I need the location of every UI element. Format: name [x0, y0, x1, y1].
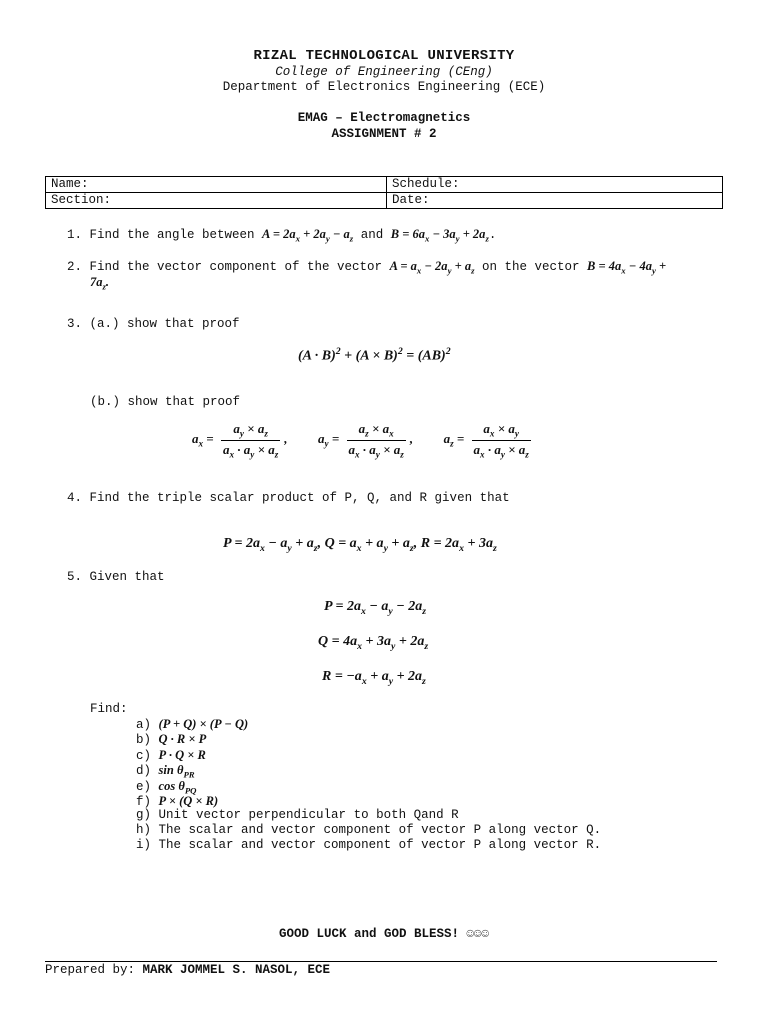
name-field[interactable]: Name:	[46, 177, 387, 193]
problem-4: 4. Find the triple scalar product of P, Q, and R given that	[67, 491, 510, 505]
vector-a2-expression: $A = a_x - 2a_y + a_z$	[389, 259, 475, 276]
department-name: Department of Electronics Engineering (ECE)	[222, 80, 546, 94]
equation-4: $P = 2a_x - a_y + a_z$, $Q = a_x + a_y + a_z$, $R = 2a_x + 3a_z$	[223, 536, 497, 554]
find-item-g: g) Unit vector perpendicular to both Qand R	[136, 808, 459, 822]
university-name: RIZAL TECHNOLOGICAL UNIVERSITY	[253, 48, 515, 64]
equation-p: $P = 2a_x - a_y - 2a_z$	[324, 599, 427, 617]
find-item-f: f) P × (Q × R)	[136, 794, 219, 809]
vector-b-expression: $B = 6a_x - 3a_y + 2a_z$	[390, 227, 489, 244]
author-name: MARK JOMMEL S. NASOL, ECE	[142, 963, 331, 977]
find-item-d: d) $\sin \theta_{PR}$	[136, 763, 195, 780]
find-item-i: i) The scalar and vector component of vector P along vector R.	[136, 838, 602, 852]
closing-message: GOOD LUCK and GOD BLESS! ☺☺☺	[278, 927, 490, 941]
college-name: College of Engineering (CEng)	[275, 65, 493, 79]
date-field[interactable]: Date:	[387, 193, 723, 209]
problem-1: 1. Find the angle between $A = 2a_x + 2a_y - a_z$ and $B = 6a_x - 3a_y + 2a_z$.	[67, 227, 497, 244]
find-item-a: a) (P + Q) × (P − Q)	[136, 717, 249, 732]
vector-a-expression: $A = 2a_x + 2a_y - a_z$	[262, 227, 354, 244]
equation-3a: $(A \cdot B)^2 + (A \times B)^2 = (AB)^2$	[298, 346, 451, 364]
find-item-b: b) Q · R × P	[136, 732, 207, 747]
footer-divider	[45, 961, 717, 962]
vector-b2-continued: $7a_z$.	[90, 275, 110, 292]
vector-b2-expression: $B = 4a_x - 4a_y$ +	[587, 259, 667, 276]
prepared-by	[45, 963, 330, 977]
problem-1-text: 1. Find the angle between	[67, 228, 255, 242]
problem-3a: 3. (a.) show that proof	[67, 317, 240, 331]
section-field[interactable]: Section:	[46, 193, 387, 209]
find-label: Find:	[90, 702, 128, 716]
student-info-table	[45, 176, 723, 209]
find-item-h: h) The scalar and vector component of vector P along vector Q.	[136, 823, 602, 837]
equation-r: $R = -a_x + a_y + 2a_z$	[322, 669, 426, 687]
assignment-title: ASSIGNMENT # 2	[331, 127, 437, 141]
problem-2-text: 2. Find the vector component of the vector	[67, 260, 383, 274]
problem-3b: (b.) show that proof	[90, 395, 241, 409]
prepared-by-label: Prepared by:	[45, 963, 136, 977]
find-item-c: c) P · Q × R	[136, 748, 206, 763]
schedule-field[interactable]: Schedule:	[387, 177, 723, 193]
problem-2-on: on the vector	[482, 260, 580, 274]
problem-5: 5. Given that	[67, 570, 165, 584]
problem-2	[67, 259, 717, 276]
problem-1-and: and	[360, 228, 384, 242]
equation-3b: $a_x$ = $\frac{a_y \times a_z}{a_x \cdot a_y \times a_z}$ , $a_y$ = $\frac{a_z \times a_x}{a_x \cdot a_y \times a_z}$ , $a_z$ = $\frac{a_x \times a_y}{a_x \cdot a_y \times a_z}$	[192, 421, 529, 460]
course-title: EMAG – Electromagnetics	[297, 111, 471, 125]
equation-q: $Q = 4a_x + 3a_y + 2a_z$	[318, 634, 429, 652]
find-item-e: e) $\cos \theta_{PQ}$	[136, 779, 197, 796]
